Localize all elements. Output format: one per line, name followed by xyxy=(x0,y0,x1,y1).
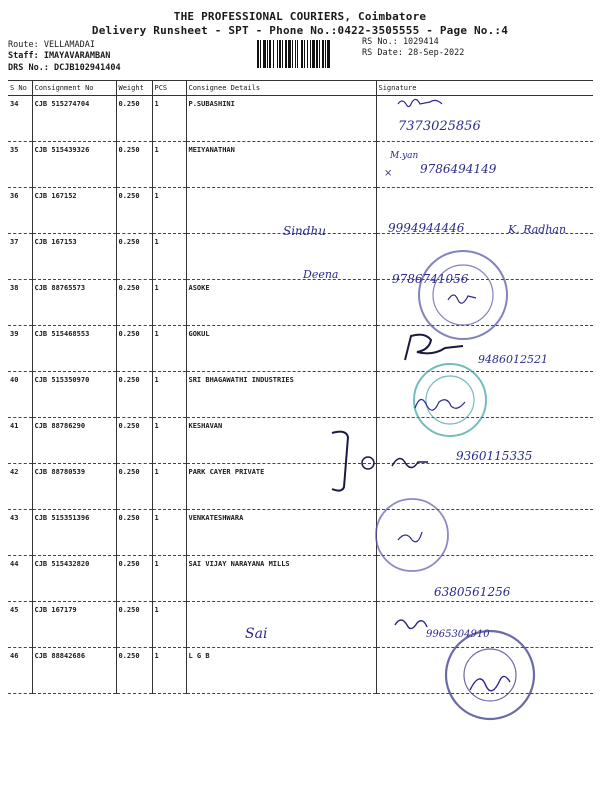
cell-sno: 41 xyxy=(8,418,32,464)
cell-sno: 38 xyxy=(8,280,32,326)
handwritten-name: Deena xyxy=(303,268,339,281)
cell-signature xyxy=(376,418,593,464)
cell-consignment: CJB 88786290 xyxy=(32,418,116,464)
barcode-bar xyxy=(267,40,268,68)
barcode-bar xyxy=(263,40,266,68)
table-row xyxy=(8,372,593,418)
barcode-bar xyxy=(325,40,326,68)
col-pcs: PCS xyxy=(152,81,186,96)
table-header-row xyxy=(8,81,593,96)
table-row xyxy=(8,556,593,602)
cell-pcs: 1 xyxy=(152,556,186,602)
barcode-bar xyxy=(307,40,308,68)
table-row xyxy=(8,234,593,280)
cell-signature xyxy=(376,142,593,188)
barcode-bar xyxy=(327,40,330,68)
col-consignee: Consignee Details xyxy=(186,81,376,96)
route-label: Route: VELLAMADAI xyxy=(8,40,95,50)
cell-weight: 0.250 xyxy=(116,280,152,326)
barcode-bar xyxy=(285,40,287,68)
barcode-bar xyxy=(260,40,261,68)
handwritten-phone: 9965304910 xyxy=(426,629,490,640)
barcode-image xyxy=(257,40,357,68)
barcode-bar xyxy=(322,40,324,68)
cell-consignment: CJB 515439326 xyxy=(32,142,116,188)
cell-consignee xyxy=(186,602,376,648)
table-row xyxy=(8,188,593,234)
cell-pcs: 1 xyxy=(152,602,186,648)
cell-pcs: 1 xyxy=(152,464,186,510)
cell-signature xyxy=(376,556,593,602)
cell-weight: 0.250 xyxy=(116,464,152,510)
cell-pcs: 1 xyxy=(152,188,186,234)
staff-label: Staff: IMAYAVARAMBAN xyxy=(8,51,111,61)
cell-signature xyxy=(376,648,593,694)
cell-pcs: 1 xyxy=(152,648,186,694)
cell-sno: 46 xyxy=(8,648,32,694)
cell-pcs: 1 xyxy=(152,142,186,188)
table-row xyxy=(8,464,593,510)
barcode-bar xyxy=(316,40,318,68)
handwritten-mark: × xyxy=(384,168,393,179)
col-sno: S No xyxy=(8,81,32,96)
barcode-bar xyxy=(319,40,320,68)
cell-sno: 45 xyxy=(8,602,32,648)
cell-weight: 0.250 xyxy=(116,188,152,234)
barcode-bar xyxy=(295,40,296,68)
rs-number: RS No.: 1029414 xyxy=(362,37,439,47)
handwritten-phone: 9360115335 xyxy=(456,449,533,463)
table-row xyxy=(8,648,593,694)
cell-consignee: L G B xyxy=(186,648,376,694)
barcode-bar xyxy=(279,40,281,68)
barcode-bar xyxy=(269,40,271,68)
cell-pcs: 1 xyxy=(152,418,186,464)
handwritten-phone: 9994944446 xyxy=(388,221,465,235)
runsheet-title: Delivery Runsheet - SPT - Phone No.:0422-3505555 - Page No.:4 xyxy=(91,24,509,37)
cell-consignment: CJB 88765573 xyxy=(32,280,116,326)
barcode-bar xyxy=(312,40,315,68)
cell-pcs: 1 xyxy=(152,280,186,326)
cell-signature xyxy=(376,280,593,326)
handwritten-name: Sindhu xyxy=(283,224,326,238)
cell-pcs: 1 xyxy=(152,510,186,556)
cell-signature xyxy=(376,510,593,556)
company-title: THE PROFESSIONAL COURIERS, Coimbatore xyxy=(173,10,427,23)
cell-signature xyxy=(376,602,593,648)
table-row xyxy=(8,510,593,556)
barcode-bar xyxy=(301,40,303,68)
cell-consignment: CJB 88780539 xyxy=(32,464,116,510)
table-row xyxy=(8,418,593,464)
drs-number: DRS No.: DCJB102941404 xyxy=(8,63,121,73)
barcode-bar xyxy=(273,40,274,68)
cell-consignee: ASOKE xyxy=(186,280,376,326)
cell-sno: 42 xyxy=(8,464,32,510)
runsheet-table xyxy=(8,80,593,694)
cell-consignee xyxy=(186,188,376,234)
handwritten-phone: 9786741056 xyxy=(392,272,469,286)
cell-signature xyxy=(376,96,593,142)
cell-consignment: CJB 167152 xyxy=(32,188,116,234)
table-row xyxy=(8,602,593,648)
barcode-bar xyxy=(277,40,278,68)
cell-consignment: CJB 167179 xyxy=(32,602,116,648)
cell-weight: 0.250 xyxy=(116,648,152,694)
cell-consignee: VENKATESHWARA xyxy=(186,510,376,556)
cell-weight: 0.250 xyxy=(116,556,152,602)
handwritten-phone: 9786494149 xyxy=(420,162,497,176)
cell-consignee xyxy=(186,234,376,280)
cell-sno: 39 xyxy=(8,326,32,372)
cell-weight: 0.250 xyxy=(116,602,152,648)
cell-weight: 0.250 xyxy=(116,372,152,418)
cell-sno: 36 xyxy=(8,188,32,234)
handwritten-phone: 7373025856 xyxy=(398,119,481,134)
cell-signature xyxy=(376,234,593,280)
rs-date: RS Date: 28-Sep-2022 xyxy=(362,48,465,58)
cell-sno: 35 xyxy=(8,142,32,188)
table-row xyxy=(8,280,593,326)
barcode-bar xyxy=(304,40,305,68)
barcode-bar xyxy=(297,40,298,68)
cell-pcs: 1 xyxy=(152,372,186,418)
cell-sno: 40 xyxy=(8,372,32,418)
cell-consignee: KESHAVAN xyxy=(186,418,376,464)
handwritten-phone: 9486012521 xyxy=(478,353,548,366)
cell-signature xyxy=(376,326,593,372)
handwritten-name: K. Radhan xyxy=(508,223,567,236)
cell-pcs: 1 xyxy=(152,96,186,142)
cell-consignee: PARK CAYER PRIVATE xyxy=(186,464,376,510)
cell-consignment: CJB 88842686 xyxy=(32,648,116,694)
cell-consignee: MEIYANATHAN xyxy=(186,142,376,188)
barcode-bar xyxy=(257,40,259,68)
cell-signature xyxy=(376,188,593,234)
handwritten-phone: 6380561256 xyxy=(434,585,511,599)
cell-consignment: CJB 167153 xyxy=(32,234,116,280)
cell-signature xyxy=(376,372,593,418)
handwritten-name: M.yan xyxy=(390,151,419,161)
cell-sno: 43 xyxy=(8,510,32,556)
col-consignment: Consignment No xyxy=(32,81,116,96)
cell-consignee: SRI BHAGAWATHI INDUSTRIES xyxy=(186,372,376,418)
cell-consignee: GOKUL xyxy=(186,326,376,372)
cell-sno: 37 xyxy=(8,234,32,280)
col-weight: Weight xyxy=(116,81,152,96)
table-row xyxy=(8,326,593,372)
cell-consignee: SAI VIJAY NARAYANA MILLS xyxy=(186,556,376,602)
cell-consignment: CJB 515351396 xyxy=(32,510,116,556)
cell-consignee: P.SUBASHINI xyxy=(186,96,376,142)
cell-weight: 0.250 xyxy=(116,142,152,188)
cell-weight: 0.250 xyxy=(116,234,152,280)
cell-weight: 0.250 xyxy=(116,326,152,372)
col-signature: Signature xyxy=(376,81,593,96)
cell-pcs: 1 xyxy=(152,234,186,280)
handwritten-name: Sai xyxy=(245,626,268,642)
cell-sno: 44 xyxy=(8,556,32,602)
cell-sno: 34 xyxy=(8,96,32,142)
cell-weight: 0.250 xyxy=(116,418,152,464)
cell-consignment: CJB 515468553 xyxy=(32,326,116,372)
table-row xyxy=(8,142,593,188)
cell-consignment: CJB 515350970 xyxy=(32,372,116,418)
cell-consignment: CJB 515432820 xyxy=(32,556,116,602)
barcode-bar xyxy=(288,40,291,68)
table-row xyxy=(8,96,593,142)
barcode-bar xyxy=(292,40,293,68)
barcode-bar xyxy=(310,40,311,68)
cell-weight: 0.250 xyxy=(116,96,152,142)
cell-weight: 0.250 xyxy=(116,510,152,556)
cell-consignment: CJB 515274704 xyxy=(32,96,116,142)
cell-pcs: 1 xyxy=(152,326,186,372)
barcode-bar xyxy=(282,40,283,68)
cell-signature xyxy=(376,464,593,510)
